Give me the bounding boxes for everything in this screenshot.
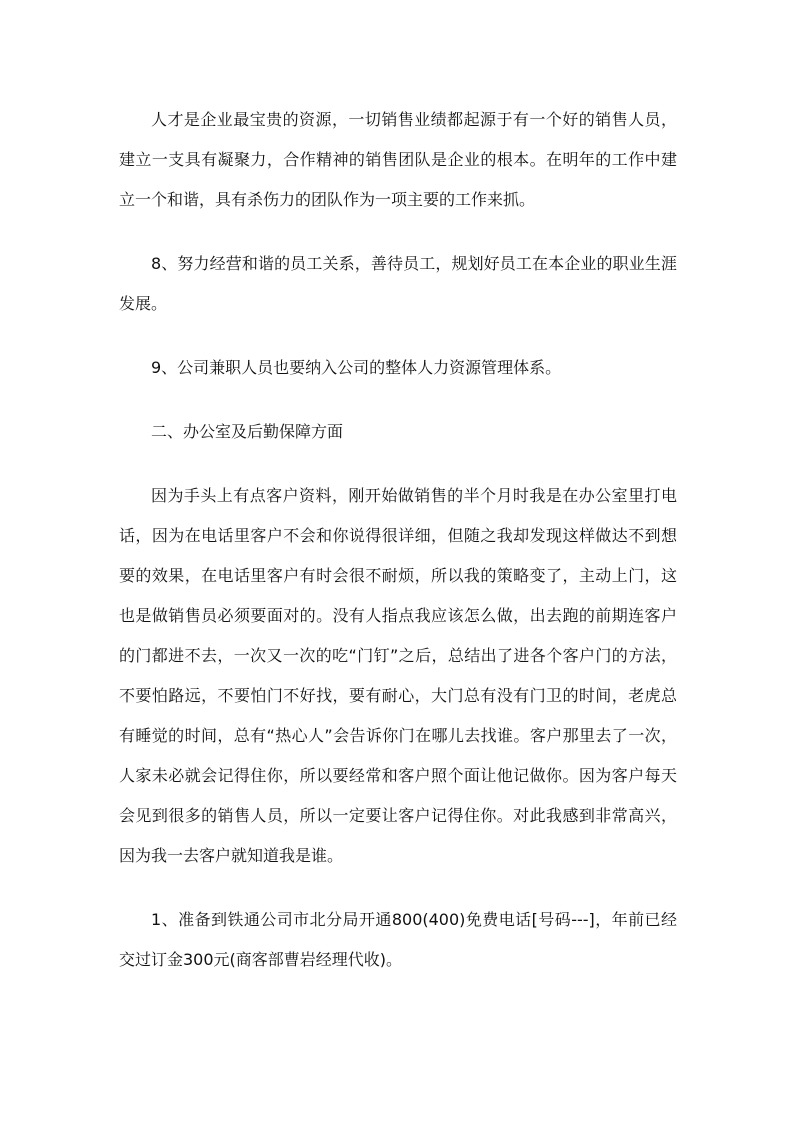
paragraph-sales-experience: 因为手头上有点客户资料，刚开始做销售的半个月时我是在办公室里打电话，因为在电话里客户不会和你说得很详细，但随之我却发现这样做达不到想要的效果，在电话里客户有时会很不耐烦，所以我的策略变了，主动上门，这也是做销售员必须要面对的。没有人指点我应该怎么做，出去跑的前期连客户的门都进不去，一次又一次的吃“门钉”之后，总结出了进各个客户门的方法，不要怕路远，不要怕门不好找，要有耐心，大门总有没有门卫的时间，老虎总有睡觉的时间，总有“热心人”会告诉你门在哪儿去找谁。客户那里去了一次，人家未必就会记得住你，所以要经常和客户照个面让他记做你。因为客户每天会见到很多的销售人员，所以一定要让客户记得住你。对此我感到非常高兴，因为我一去客户就知道我是谁。 bbox=[119, 486, 677, 865]
paragraph-talent: 人才是企业最宝贵的资源，一切销售业绩都起源于有一个好的销售人员，建立一支具有凝聚力，合作精神的销售团队是企业的根本。在明年的工作中建立一个和谐，具有杀伤力的团队作为一项主要的工作来抓。 bbox=[119, 110, 677, 209]
document-page bbox=[119, 100, 677, 1004]
paragraph-item-1-phone: 1、准备到铁通公司市北分局开通800(400)免费电话[号码---]，年前已经交过订金300元(商客部曹岩经理代收)。 bbox=[119, 910, 677, 969]
paragraph-item-8: 8、努力经营和谐的员工关系，善待员工，规划好员工在本企业的职业生涯发展。 bbox=[119, 254, 677, 313]
section-heading-office: 二、办公室及后勤保障方面 bbox=[151, 422, 344, 441]
paragraph-item-9: 9、公司兼职人员也要纳入公司的整体人力资源管理体系。 bbox=[151, 358, 562, 377]
